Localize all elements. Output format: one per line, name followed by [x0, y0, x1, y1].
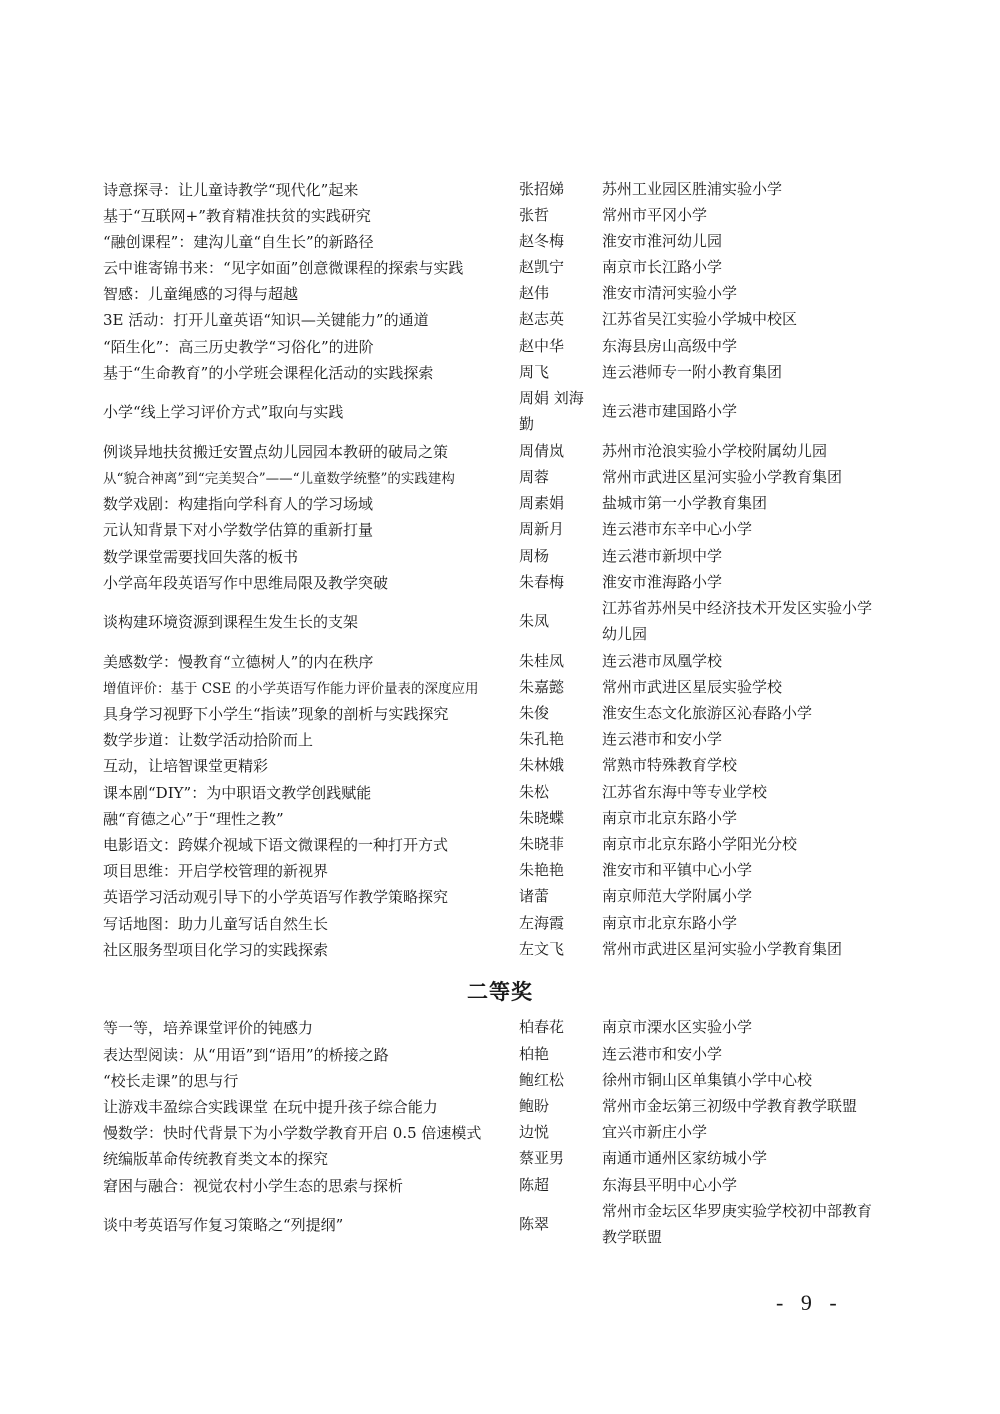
table-row	[0, 333, 1000, 359]
school-name: 连云港市和安小学	[602, 730, 723, 748]
school-name: 淮安市清河实验小学	[602, 284, 738, 302]
section-heading-second-prize: 二等奖	[467, 980, 533, 1004]
school-name: 苏州工业园区胜浦实验小学	[602, 180, 783, 198]
table-row	[0, 1041, 1000, 1067]
school-name: 常熟市特殊教育学校	[602, 756, 738, 774]
table-row	[0, 910, 1000, 936]
author-name: 朱松	[519, 783, 550, 801]
paper-title: 表达型阅读：从“用语”到“语用”的桥接之路	[103, 1045, 389, 1064]
school-name: 南京市北京东路小学阳光分校	[602, 835, 798, 853]
table-row	[0, 306, 1000, 332]
school-name: 常州市武进区星河实验小学教育集团	[602, 940, 843, 958]
author-name: 诸蕾	[519, 887, 550, 905]
table-row	[0, 1172, 1000, 1198]
paper-title: 社区服务型项目化学习的实践探索	[103, 940, 329, 959]
table-row	[0, 1067, 1000, 1093]
table-row	[0, 700, 1000, 726]
table-row	[0, 202, 1000, 228]
school-name: 连云港市新坝中学	[602, 547, 723, 565]
author-name: 鲍红松	[519, 1071, 565, 1089]
table-row	[0, 805, 1000, 831]
author-name: 左海霞	[519, 914, 565, 932]
table-row	[0, 595, 1000, 647]
school-name: 南京市北京东路小学	[602, 809, 738, 827]
author-name: 鲍盼	[519, 1097, 550, 1115]
paper-title: 从“貌合神离”到“完美契合”——“儿童数学统整”的实践建构	[103, 471, 455, 487]
author-name: 赵中华	[519, 337, 565, 355]
author-name: 左文飞	[519, 940, 565, 958]
table-row	[0, 857, 1000, 883]
table-row	[0, 752, 1000, 778]
author-name: 张哲	[519, 206, 550, 224]
author-name: 赵凯宁	[519, 258, 565, 276]
table-row	[0, 569, 1000, 595]
school-name: 常州市武进区星河实验小学教育集团	[602, 468, 843, 486]
table-row	[0, 1014, 1000, 1040]
paper-title: 基于“互联网+”教育精准扶贫的实践研究	[103, 206, 371, 225]
table-row	[0, 176, 1000, 202]
school-name: 淮安市和平镇中心小学	[602, 861, 753, 879]
school-name: 南京市长江路小学	[602, 258, 723, 276]
author-name: 朱艳艳	[519, 861, 565, 879]
paper-title: 融“育德之心”于“理性之教”	[103, 809, 284, 828]
table-row	[0, 438, 1000, 464]
school-name: 淮安市淮河幼儿园	[602, 232, 723, 250]
author-name: 赵伟	[519, 284, 550, 302]
table-row	[0, 516, 1000, 542]
table-row	[0, 490, 1000, 516]
school-name: 徐州市铜山区单集镇小学中心校	[602, 1071, 813, 1089]
author-name: 张招娣	[519, 180, 565, 198]
paper-title: 让游戏丰盈综合实践课堂 在玩中提升孩子综合能力	[103, 1097, 438, 1116]
paper-title: 课本剧“DIY”：为中职语文教学创践赋能	[103, 783, 372, 802]
school-name: 南京师范大学附属小学	[602, 887, 753, 905]
paper-title: 互动，让培智课堂更精彩	[103, 756, 269, 775]
author-name: 周倩岚	[519, 442, 565, 460]
author-name: 周新月	[519, 520, 565, 538]
paper-title: 谈中考英语写作复习策略之“列提纲”	[103, 1215, 344, 1234]
paper-title: 数学戏剧：构建指向学科育人的学习场域	[103, 494, 374, 513]
paper-title: 电影语文：跨媒介视域下语文微课程的一种打开方式	[103, 835, 449, 854]
table-row	[0, 385, 1000, 437]
author-name: 朱孔艳	[519, 730, 565, 748]
school-name: 南京市北京东路小学	[602, 914, 738, 932]
page-number: - 9 -	[776, 1290, 843, 1315]
author-name: 柏艳	[519, 1045, 550, 1063]
author-name: 朱春梅	[519, 573, 565, 591]
author-name: 周娟 刘海勤	[519, 389, 584, 433]
table-row	[0, 648, 1000, 674]
table-row	[0, 726, 1000, 752]
paper-title: 统编版革命传统教育类文本的探究	[103, 1149, 329, 1168]
school-name: 淮安生态文化旅游区沁春路小学	[602, 704, 813, 722]
school-name: 常州市武进区星辰实验学校	[602, 678, 783, 696]
paper-title: 小学高年段英语写作中思维局限及教学突破	[103, 573, 389, 592]
school-name: 连云港市东辛中心小学	[602, 520, 753, 538]
paper-title: 云中谁寄锦书来：“见字如面”创意微课程的探索与实践	[103, 258, 464, 277]
paper-title: 数学课堂需要找回失落的板书	[103, 547, 299, 566]
author-name: 周杨	[519, 547, 550, 565]
paper-title: 智感：儿童绳感的习得与超越	[103, 284, 299, 303]
author-name: 周素娟	[519, 494, 565, 512]
author-name: 朱晓菲	[519, 835, 565, 853]
paper-title: 例谈异地扶贫搬迁安置点幼儿园园本教研的破局之策	[103, 442, 449, 461]
paper-title: “校长走课”的思与行	[103, 1071, 239, 1090]
paper-title: “融创课程”：建沟儿童“自生长”的新路径	[103, 232, 374, 251]
paper-title: 具身学习视野下小学生“指读”现象的剖析与实践探究	[103, 704, 449, 723]
paper-title: 慢数学：快时代背景下为小学数学教育开启 0.5 倍速模式	[103, 1123, 482, 1142]
table-row	[0, 280, 1000, 306]
table-row	[0, 1145, 1000, 1171]
school-name: 连云港市凤凰学校	[602, 652, 723, 670]
paper-title: 增值评价：基于 CSE 的小学英语写作能力评价量表的深度应用	[103, 681, 479, 697]
table-row	[0, 254, 1000, 280]
paper-title: 等一等，培养课堂评价的钝感力	[103, 1018, 314, 1037]
school-name: 南京市溧水区实验小学	[602, 1018, 753, 1036]
table-row	[0, 228, 1000, 254]
school-name: 连云港市和安小学	[602, 1045, 723, 1063]
school-name: 南通市通州区家纺城小学	[602, 1149, 768, 1167]
school-name: 连云港师专一附小教育集团	[602, 363, 783, 381]
author-name: 赵志英	[519, 310, 565, 328]
paper-title: “陌生化”：高三历史教学“习俗化”的进阶	[103, 337, 374, 356]
author-name: 朱俊	[519, 704, 550, 722]
table-row	[0, 674, 1000, 700]
paper-title: 小学“线上学习评价方式”取向与实践	[103, 402, 344, 421]
table-row	[0, 359, 1000, 385]
author-name: 朱晓蝶	[519, 809, 565, 827]
paper-title: 美感数学：慢教育“立德树人”的内在秩序	[103, 652, 374, 671]
table-row	[0, 1198, 1000, 1250]
school-name: 淮安市淮海路小学	[602, 573, 723, 591]
table-row	[0, 1119, 1000, 1145]
table-row	[0, 883, 1000, 909]
paper-title: 数学步道：让数学活动拾阶而上	[103, 730, 314, 749]
school-name: 江苏省东海中等专业学校	[602, 783, 768, 801]
school-name: 东海县房山高级中学	[602, 337, 738, 355]
author-name: 朱林娥	[519, 756, 565, 774]
author-name: 陈翠	[519, 1215, 550, 1233]
author-name: 蔡亚男	[519, 1149, 565, 1167]
paper-title: 基于“生命教育”的小学班会课程化活动的实践探索	[103, 363, 434, 382]
table-row	[0, 831, 1000, 857]
author-name: 周蓉	[519, 468, 550, 486]
paper-title: 诗意探寻：让儿童诗教学“现代化”起来	[103, 180, 359, 199]
school-name: 常州市金坛区华罗庚实验学校初中部教育教学联盟	[602, 1202, 873, 1246]
table-row	[0, 936, 1000, 962]
school-name: 宜兴市新庄小学	[602, 1123, 708, 1141]
paper-title: 谈构建环境资源到课程生发生长的支架	[103, 612, 359, 631]
paper-title: 英语学习活动观引导下的小学英语写作教学策略探究	[103, 887, 449, 906]
paper-title: 元认知背景下对小学数学估算的重新打量	[103, 520, 374, 539]
school-name: 常州市金坛第三初级中学教育教学联盟	[602, 1097, 858, 1115]
author-name: 朱嘉懿	[519, 678, 565, 696]
paper-title: 写话地图：助力儿童写话自然生长	[103, 914, 329, 933]
author-name: 柏春花	[519, 1018, 565, 1036]
author-name: 朱凤	[519, 612, 550, 630]
school-name: 苏州市沧浪实验小学校附属幼儿园	[602, 442, 828, 460]
author-name: 赵冬梅	[519, 232, 565, 250]
school-name: 江苏省吴江实验小学城中校区	[602, 310, 798, 328]
paper-title: 窘困与融合：视觉农村小学生态的思索与探析	[103, 1176, 404, 1195]
author-name: 陈超	[519, 1176, 550, 1194]
school-name: 江苏省苏州吴中经济技术开发区实验小学幼儿园	[602, 599, 873, 643]
author-name: 边悦	[519, 1123, 550, 1141]
table-row	[0, 779, 1000, 805]
school-name: 连云港市建国路小学	[602, 402, 738, 420]
author-name: 朱桂凤	[519, 652, 565, 670]
paper-title: 项目思维：开启学校管理的新视界	[103, 861, 329, 880]
school-name: 盐城市第一小学教育集团	[602, 494, 768, 512]
table-row	[0, 543, 1000, 569]
school-name: 常州市平冈小学	[602, 206, 708, 224]
paper-title: 3E 活动：打开儿童英语“知识—关键能力”的通道	[103, 310, 429, 329]
author-name: 周飞	[519, 363, 550, 381]
table-row	[0, 1093, 1000, 1119]
school-name: 东海县平明中心小学	[602, 1176, 738, 1194]
table-row	[0, 464, 1000, 490]
